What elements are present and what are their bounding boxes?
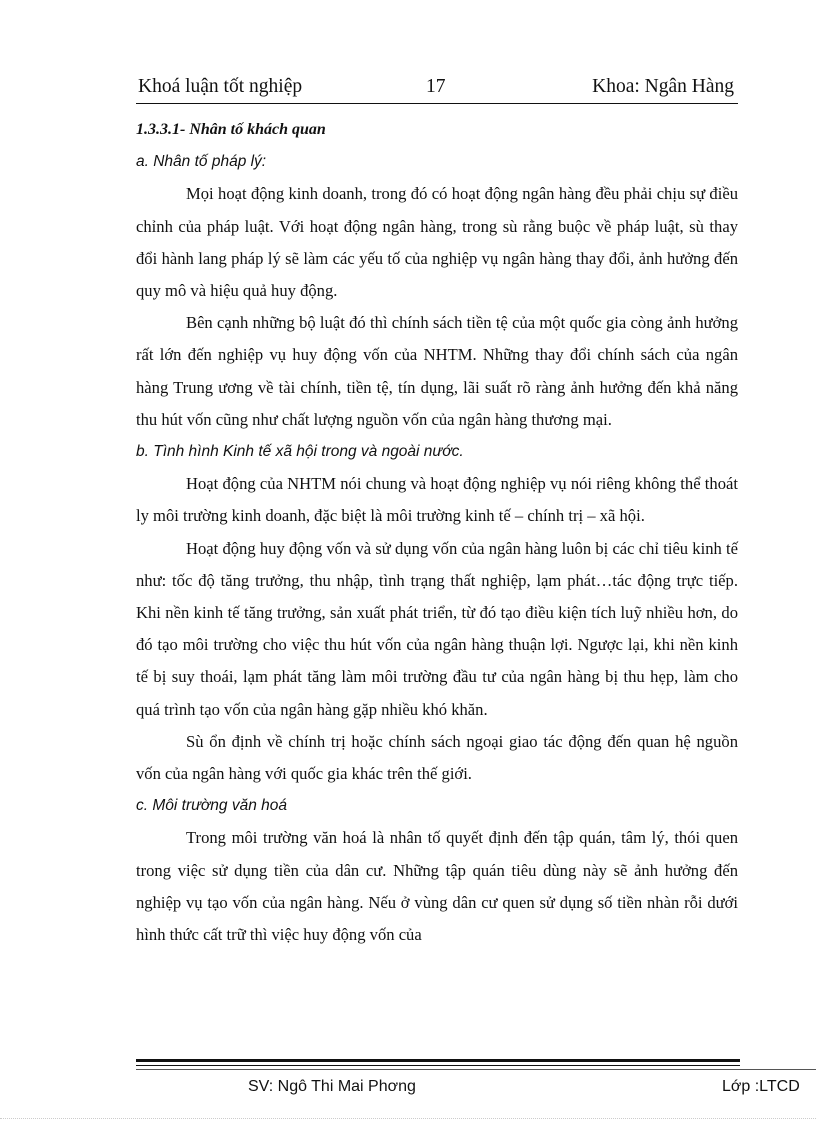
footer-rule-thin [136,1065,740,1066]
page-edge-dots [0,1118,816,1119]
thesis-label: Khoá luận tốt nghiệp [138,76,303,97]
footer-rule [136,1059,740,1062]
student-name: SV: Ngô Thi Mai Phơng [248,1078,416,1095]
footer-rule-thin-lower [136,1069,816,1070]
faculty-label: Khoa: Ngân Hàng [592,76,734,97]
paragraph: Mọi hoạt động kinh doanh, trong đó có hoạt động ngân hàng đều phải chịu sự điều chỉnh của pháp luật. Với hoạt động ngân hàng, trong sù rằng buộc về pháp luật, sù thay đổi hành lang pháp lý sẽ làm các yếu tố của nghiệp vụ ngân hàng thay đổi, ảnh hưởng đến quy mô và hiệu quả huy động. [136,184,738,301]
subsection-title-c: c. Môi trường văn hoá [136,797,288,815]
section-title: 1.3.3.1- Nhân tố khách quan [136,121,326,138]
subsection-title-a: a. Nhân tố pháp lý: [136,153,267,171]
class-label: Lớp :LTCD [722,1078,800,1095]
paragraph: Hoạt động huy động vốn và sử dụng vốn của ngân hàng luôn bị các chỉ tiêu kinh tế như: tốc độ tăng trưởng, thu nhập, tình trạng thất nghiệp, lạm phát…tác động trực tiếp. Khi nền kinh tế tăng trưởng, sản xuất phát triển, từ đó tạo điều kiện tích luỹ nhiều hơn, do đó tạo môi trường cho việc thu hút vốn của ngân hàng thuận lợi. Ngược lại, khi nền kinh tế bị suy thoái, lạm phát tăng làm môi trường đầu tư của ngân hàng bị thu hẹp, làm cho quá trình tạo vốn của ngân hàng gặp nhiều khó khăn. [136,538,738,719]
subsection-title-b: b. Tình hình Kinh tế xã hội trong và ngoài nước. [136,443,464,461]
page-number: 17 [426,76,446,97]
paragraph: Trong môi trường văn hoá là nhân tố quyết định đến tập quán, tâm lý, thói quen trong việc sử dụng tiền của dân cư. Những tập quán tiêu dùng này sẽ ảnh hưởng đến nghiệp vụ tạo vốn của ngân hàng. Nếu ở vùng dân cư quen sử dụng số tiền nhàn rỗi dưới hình thức cất trữ thì việc huy động vốn của [136,828,738,945]
paragraph: Hoạt động của NHTM nói chung và hoạt động nghiệp vụ nói riêng không thể thoát ly môi trường kinh doanh, đặc biệt là môi trường kinh tế – chính trị – xã hội. [136,474,738,526]
page-header [138,76,734,104]
document-body [136,114,738,951]
paragraph: Bên cạnh những bộ luật đó thì chính sách tiền tệ của một quốc gia còng ảnh hưởng rất lớn đến nghiệp vụ huy động vốn của NHTM. Những thay đổi chính sách của ngân hàng Trung ương về tài chính, tiền tệ, tín dụng, lãi suất rõ ràng ảnh hưởng đến khả năng thu hút vốn cũng như chất lượng nguồn vốn của ngân hàng thương mại. [136,313,738,429]
header-rule [136,103,738,104]
paragraph: Sù ổn định về chính trị hoặc chính sách ngoại giao tác động đến quan hệ nguồn vốn của ngân hàng với quốc gia khác trên thế giới. [136,731,738,784]
